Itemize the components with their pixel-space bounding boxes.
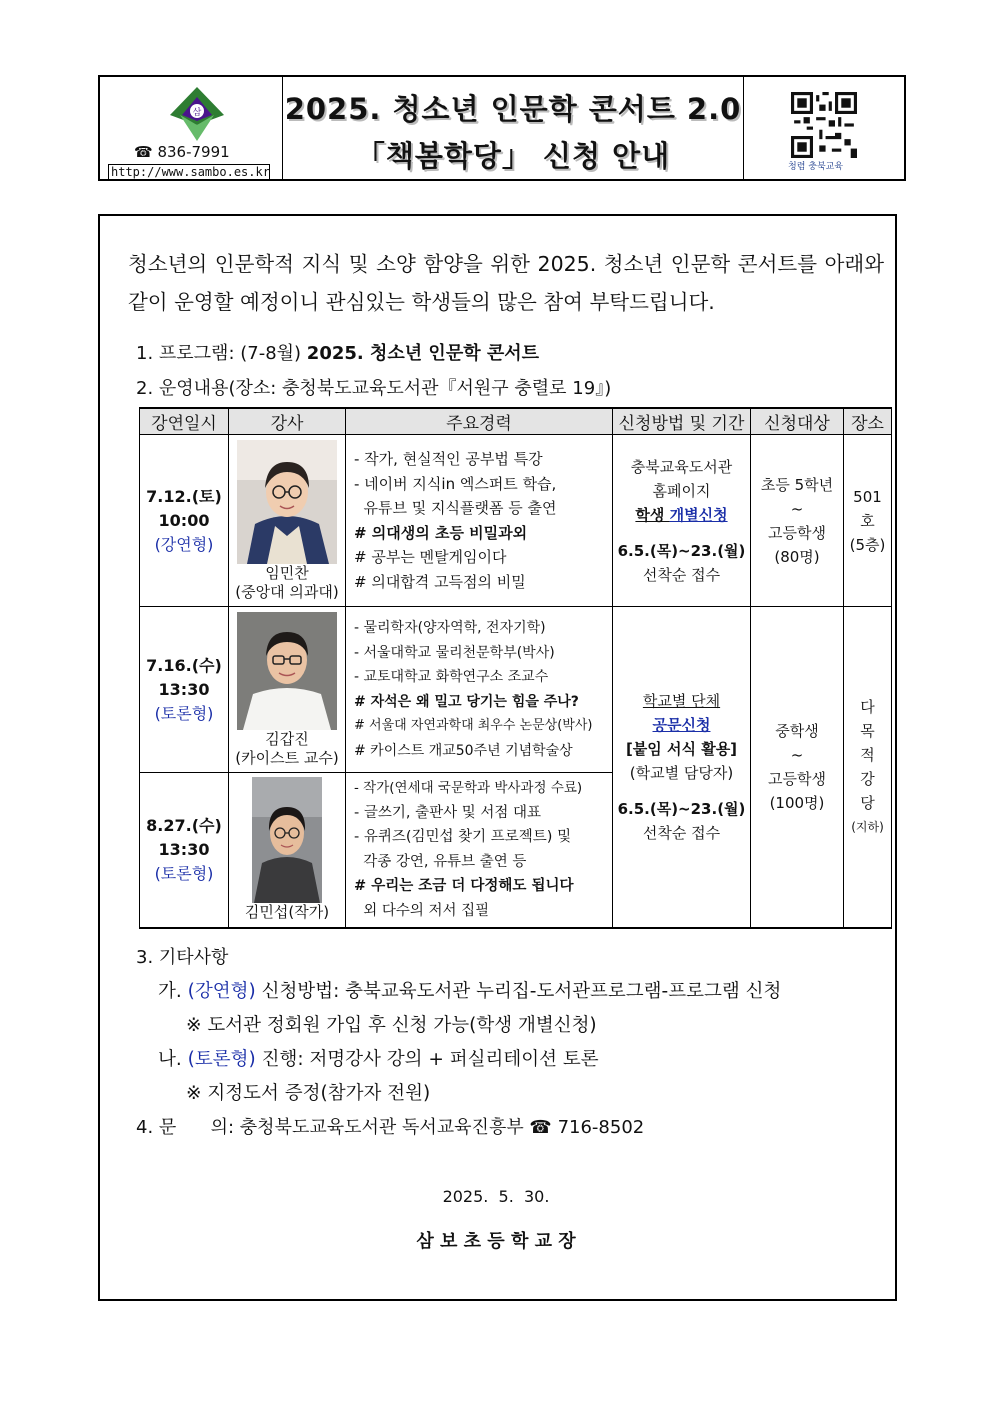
row1-career-line: # 의대합격 고득점의 비밀: [354, 572, 526, 591]
etc-ga-type: (강연형): [187, 981, 256, 1002]
row3-speaker-cell: [229, 773, 346, 928]
row1-apply-order: 선착순 접수: [642, 565, 721, 584]
th-target: 신청대상: [751, 408, 844, 435]
shared-place-char: 다: [860, 697, 875, 716]
shared-apply-contact: (학교별 담당자): [629, 763, 734, 782]
row3-career-cell: [346, 773, 613, 928]
shared-apply-period: 6.5.(목)~23.(월): [617, 799, 746, 818]
row3-career-line: 외 다수의 저서 집필: [354, 902, 490, 919]
row1-career-line: - 작가, 현실적인 공부법 특강: [354, 450, 543, 468]
row2-career-line: - 물리학자(양자역학, 전자기학): [354, 620, 546, 636]
etc-contact: 4. 문 의: 충청북도교육도서관 독서교육진흥부 ☎ 716-8502: [136, 1117, 645, 1138]
issue-date: 2025. 5. 30.: [442, 1187, 550, 1206]
row1-date: 7.12.(토): [146, 486, 222, 506]
shared-place-char: 목: [860, 721, 875, 740]
row1-target-line: 고등학생: [768, 523, 826, 542]
row2-career-line: - 서울대학교 물리천문학부(박사): [354, 644, 555, 661]
speaker-photo-lim: [237, 440, 337, 564]
row2-type: (토론형): [154, 703, 214, 723]
etc-na: [158, 1045, 599, 1071]
school-emblem-icon: [166, 85, 228, 143]
row1-career-line: 유튜브 및 지식플랫폼 등 출연: [354, 499, 557, 517]
row1-type: (강연형): [154, 534, 214, 554]
row3-career-book: # 우리는 조금 더 다정해도 됩니다: [354, 878, 574, 895]
row2-career-cell: [346, 607, 613, 773]
row1-apply-period: 6.5.(목)~23.(월): [617, 541, 746, 560]
school-url[interactable]: http://www.sambo.es.kr: [108, 164, 270, 180]
row1-date-cell: [140, 435, 229, 607]
schedule-table: [139, 407, 892, 929]
row1-speaker-name: 임민찬: [265, 563, 309, 582]
row1-target-line: ~: [790, 499, 804, 518]
row1-apply-cell: [613, 435, 751, 607]
row3-career-line: - 작가(연세대 국문학과 박사과정 수료): [354, 780, 583, 797]
shared-place-cell: [844, 607, 892, 928]
intro-paragraph: 청소년의 인문학적 지식 및 소양 함양을 위한 2025. 청소년 인문학 콘서트를 아래와 같이 운영할 예정이니 관심있는 학생들의 많은 참여 부탁드립니다.: [128, 252, 884, 314]
row1-career-line: - 네이버 지식in 엑스퍼트 학습,: [354, 474, 557, 493]
document-header: [98, 75, 906, 181]
shared-apply-group: 학교별 단체: [642, 691, 721, 710]
etc-na-type: (토론형): [187, 1049, 256, 1070]
item-program-label: 1. 프로그램: (7-8월): [136, 343, 307, 364]
th-apply: 신청방법 및 기간: [613, 408, 751, 435]
shared-target-line: ~: [790, 745, 804, 764]
etc-ga: [158, 977, 781, 1003]
shared-place-char: 당: [860, 793, 875, 812]
row1-apply-individual: 개별신청: [669, 505, 728, 524]
row2-date-cell: [140, 607, 229, 773]
shared-place-char: 적: [860, 745, 875, 764]
row1-career-book: # 의대생의 초등 비밀과외: [354, 523, 528, 542]
row2-speaker-cell: [229, 607, 346, 773]
etc-ga-text: 신청방법: 충북교육도서관 누리집-도서관프로그램-프로그램 신청: [255, 981, 782, 1002]
row1-target-line: 초등 5학년: [760, 475, 834, 494]
row1-career-cell: [346, 435, 613, 607]
row1-time: 10:00: [158, 510, 210, 530]
row1-apply-line: 홈페이지: [652, 481, 711, 500]
row2-career-line: - 교토대학교 화학연구소 조교수: [354, 669, 549, 685]
table-header-row: [140, 408, 892, 435]
page-title-line1: 2025. 청소년 인문학 콘서트 2.0: [284, 92, 742, 126]
row1-speaker-cell: [229, 435, 346, 607]
row3-speaker-name: 김민섭(작가): [244, 903, 330, 922]
qr-caption: 청렴 충북교육: [788, 162, 844, 172]
shared-apply-official: 공문신청: [652, 715, 711, 734]
speaker-photo-kim-minseop: [252, 777, 322, 903]
etc-ga-note: ※ 도서관 정회원 가입 후 신청 가능(학생 개별신청): [186, 1015, 597, 1036]
etc-title: 3. 기타사항: [136, 947, 229, 968]
item-program-name: 2025. 청소년 인문학 콘서트: [306, 343, 540, 364]
page-title-line2: 「책봄학당」 신청 안내: [355, 139, 671, 173]
row1-place-line: 501: [853, 487, 882, 506]
row2-career-book: # 자석은 왜 밀고 당기는 힘을 주나?: [354, 693, 579, 710]
school-phone: ☎ 836-7991: [134, 143, 230, 161]
shared-target-cell: [751, 607, 844, 928]
row1-target-line: (80명): [774, 547, 820, 566]
row2-career-line: # 서울대 자연과학대 최우수 논문상(박사): [354, 718, 593, 733]
title-cell: [282, 77, 744, 179]
row3-career-line: - 유퀴즈(김민섭 찾기 프로젝트) 및: [354, 829, 572, 846]
row3-career-line: 각종 강연, 유튜브 출연 등: [354, 853, 527, 870]
row1-apply-line: 충북교육도서관: [630, 457, 733, 476]
row2-speaker-name: 김갑진: [265, 729, 309, 748]
th-career: 주요경력: [346, 408, 613, 435]
shared-target-line: (100명): [769, 793, 825, 812]
row3-career-line: - 글쓰기, 출판사 및 서점 대표: [354, 804, 541, 821]
etc-na-prefix: 나.: [158, 1049, 188, 1070]
row3-type: (토론형): [154, 863, 214, 883]
etc-na-text: 진행: 저명강사 강의 + 퍼실리테이션 토론: [255, 1049, 599, 1070]
item-operation: 2. 운영내용(장소: 충청북도교육도서관『서원구 충렬로 19』): [136, 378, 612, 399]
etc-na-note: ※ 지정도서 증정(참가자 전원): [186, 1083, 431, 1104]
row1-target-cell: [751, 435, 844, 607]
row1-place-line: 호: [860, 511, 875, 530]
shared-apply-form: [붙임 서식 활용]: [625, 739, 738, 758]
row2-date: 7.16.(수): [146, 655, 222, 675]
row3-time: 13:30: [158, 839, 210, 859]
row2-speaker-org: (카이스트 교수): [235, 748, 339, 767]
qr-cell: [743, 77, 904, 179]
speaker-photo-kim-gapjin: [237, 612, 337, 730]
th-date: 강연일시: [140, 408, 229, 435]
shared-target-line: 중학생: [775, 721, 819, 740]
row1-place-line: (5층): [849, 535, 886, 554]
etc-ga-prefix: 가.: [158, 981, 188, 1002]
row1-apply-method: [613, 503, 750, 527]
school-info-cell: [100, 77, 283, 179]
shared-apply-order: 선착순 접수: [642, 823, 721, 842]
row3-date: 8.27.(수): [146, 815, 222, 835]
svg-text:삼: 삼: [192, 108, 202, 118]
row1-speaker-org: (중앙대 의과대): [235, 582, 339, 601]
shared-target-line: 고등학생: [768, 769, 826, 788]
th-place: 장소: [844, 408, 892, 435]
shared-place-char: 강: [860, 769, 875, 788]
row1-place-cell: [844, 435, 892, 607]
row2-career-line: # 카이스트 개교50주년 기념학술상: [354, 742, 573, 759]
table-row: [140, 607, 892, 773]
row1-apply-student: 학생: [635, 505, 670, 524]
row1-career-line: # 공부는 멘탈게임이다: [354, 548, 507, 566]
row2-time: 13:30: [158, 679, 210, 699]
qr-code-icon[interactable]: [791, 92, 857, 158]
item-program: [136, 339, 539, 365]
th-speaker: 강사: [229, 408, 346, 435]
table-row: [140, 435, 892, 607]
shared-place-char: (지하): [851, 819, 884, 834]
signer: 삼 보 초 등 학 교 장: [416, 1231, 576, 1252]
shared-apply-cell: [613, 607, 751, 928]
row3-date-cell: [140, 773, 229, 928]
